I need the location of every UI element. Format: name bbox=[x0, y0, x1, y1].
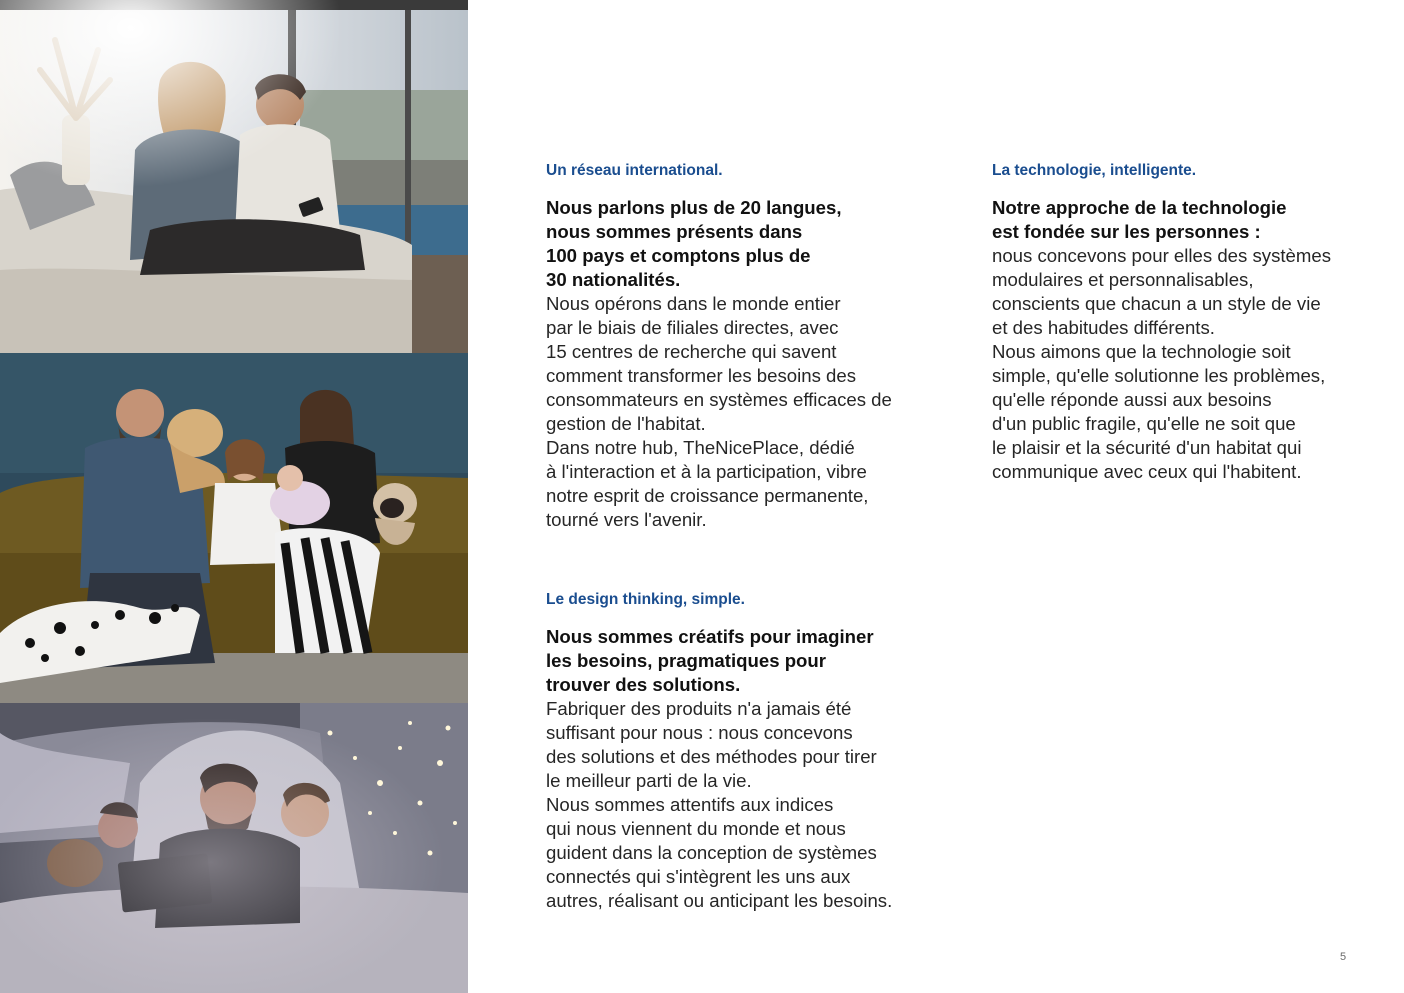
body-line: qu'elle réponde aussi aux besoins bbox=[992, 389, 1272, 410]
section-body bbox=[992, 244, 1372, 484]
body-line: qui nous viennent du monde et nous bbox=[546, 818, 846, 839]
body-line: simple, qu'elle solutionne les problèmes, bbox=[992, 365, 1326, 386]
section-international-network bbox=[546, 161, 926, 532]
body-line: notre esprit de croissance permanente, bbox=[546, 485, 869, 506]
section-kicker: Un réseau international. bbox=[546, 162, 723, 179]
lead-line: Nous parlons plus de 20 langues, bbox=[546, 197, 842, 218]
body-line: des solutions et des méthodes pour tirer bbox=[546, 746, 877, 767]
body-line: connectés qui s'intègrent les uns aux bbox=[546, 866, 851, 887]
body-line: Fabriquer des produits n'a jamais été bbox=[546, 698, 852, 719]
section-body bbox=[546, 697, 926, 913]
lead-line: 30 nationalités. bbox=[546, 269, 681, 290]
body-line: d'un public fragile, qu'elle ne soit que bbox=[992, 413, 1296, 434]
page-number: 5 bbox=[1339, 951, 1347, 963]
body-line: guident dans la conception de systèmes bbox=[546, 842, 877, 863]
body-line: et des habitudes différents. bbox=[992, 317, 1215, 338]
lead-line: 100 pays et comptons plus de bbox=[546, 245, 811, 266]
lead-line: Nous sommes créatifs pour imaginer bbox=[546, 626, 874, 647]
body-line: Nous sommes attentifs aux indices bbox=[546, 794, 834, 815]
body-line: modulaires et personnalisables, bbox=[992, 269, 1254, 290]
photo-couple-on-sofa bbox=[0, 0, 468, 353]
lead-line: trouver des solutions. bbox=[546, 674, 741, 695]
body-line: Nous opérons dans le monde entier bbox=[546, 293, 841, 314]
body-line: 15 centres de recherche qui savent bbox=[546, 341, 837, 362]
photo-father-children-tablet bbox=[0, 703, 468, 993]
section-smart-technology bbox=[992, 161, 1372, 484]
body-line: tourné vers l'avenir. bbox=[546, 509, 707, 530]
body-line: Nous aimons que la technologie soit bbox=[992, 341, 1291, 362]
body-line: suffisant pour nous : nous concevons bbox=[546, 722, 853, 743]
photo-family-with-dogs bbox=[0, 353, 468, 703]
body-line: comment transformer les besoins des bbox=[546, 365, 857, 386]
section-lead bbox=[546, 625, 926, 697]
lead-line: Notre approche de la technologie bbox=[992, 197, 1287, 218]
body-line: le meilleur parti de la vie. bbox=[546, 770, 752, 791]
section-lead bbox=[546, 196, 926, 292]
section-lead bbox=[992, 196, 1372, 244]
section-kicker: La technologie, intelligente. bbox=[992, 162, 1197, 179]
lead-line: est fondée sur les personnes : bbox=[992, 221, 1261, 242]
body-line: le plaisir et la sécurité d'un habitat qui bbox=[992, 437, 1302, 458]
photo-column bbox=[0, 0, 468, 993]
body-line: Dans notre hub, TheNicePlace, dédié bbox=[546, 437, 855, 458]
section-kicker: Le design thinking, simple. bbox=[546, 591, 745, 608]
body-line: nous concevons pour elles des systèmes bbox=[992, 245, 1331, 266]
lead-line: nous sommes présents dans bbox=[546, 221, 803, 242]
body-line: communique avec ceux qui l'habitent. bbox=[992, 461, 1302, 482]
body-line: par le biais de filiales directes, avec bbox=[546, 317, 839, 338]
body-line: gestion de l'habitat. bbox=[546, 413, 706, 434]
body-line: autres, réalisant ou anticipant les besoins. bbox=[546, 890, 893, 911]
body-line: conscients que chacun a un style de vie bbox=[992, 293, 1321, 314]
body-line: à l'interaction et à la participation, vibre bbox=[546, 461, 867, 482]
body-line: consommateurs en systèmes efficaces de bbox=[546, 389, 892, 410]
section-body bbox=[546, 292, 926, 532]
lead-line: les besoins, pragmatiques pour bbox=[546, 650, 827, 671]
section-design-thinking bbox=[546, 590, 926, 913]
